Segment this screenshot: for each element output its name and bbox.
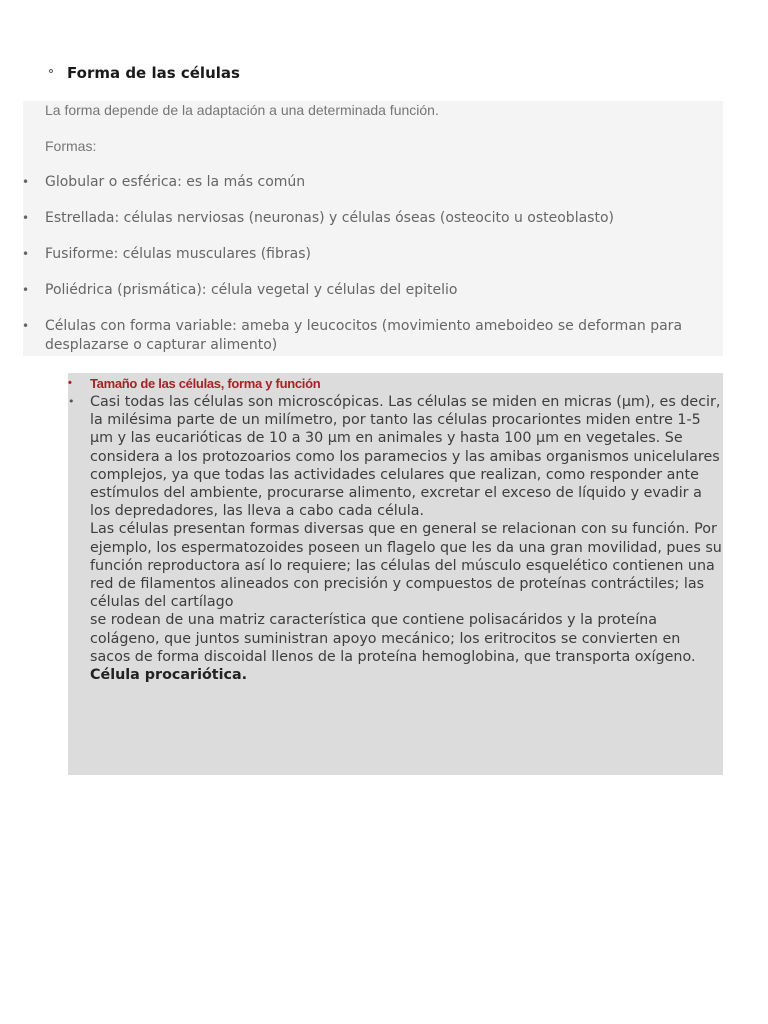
bullet-icon: • [22, 211, 30, 225]
list-item: • Estrellada: células nerviosas (neuronas) y células óseas (osteocito u osteoblasto) [22, 210, 614, 226]
topic-paragraph-1: Casi todas las células son microscópicas. Las células se miden en micras (μm), es decir, la milésima parte de un milímetro, por tanto las células procariontes miden entre 1-5 μm y las eucarióticas de 10 a 30 μm en animales y hasta 100 μm en vegetales. Se considera a los protozoarios como los paramecios y las amibas organismos unicelulares complejos, ya que todas las actividades celulares que realizan, como responder ante estímulos del ambiente, procurarse alimento, excretar el exceso de líquido y evadir a los depredadores, las lleva a cabo cada célula. [90, 394, 721, 520]
section-title: Forma de las células [67, 64, 240, 82]
topic-body-item [68, 393, 725, 684]
topic-list [68, 375, 725, 684]
bullet-icon: • [22, 247, 30, 261]
formas-label: Formas: [45, 138, 97, 154]
section-heading [45, 64, 240, 82]
bullet-icon: • [22, 175, 30, 189]
topic-paragraph-3: se rodean de una matriz característica que contiene polisacáridos y la proteína colágeno, que juntos suministran apoyo mecánico; los eritrocitos se convierten en sacos de forma discoidal llenos de la proteína hemoglobina, que transporta oxígeno. [90, 612, 696, 665]
intro-text: La forma depende de la adaptación a una determinada función. [45, 102, 439, 118]
bullet-icon: • [22, 283, 30, 297]
small-bullet-icon: ⚬ [46, 65, 56, 78]
shapes-list [22, 173, 705, 372]
list-item: • Globular o esférica: es la más común [22, 174, 306, 190]
topic-paragraph-2: Las células presentan formas diversas que en general se relacionan con su función. Por ejemplo, los espermatozoides poseen un flagelo que les da una gran movilidad, pues su función reproductora así lo requiere; las células del músculo esquelético contienen una red de filamentos alineados con precisión y compuestos de proteínas contráctiles; las células del cartílago [90, 521, 722, 611]
list-item: • Poliédrica (prismática): célula vegetal y células del epitelio [22, 282, 458, 298]
topic-title-item [68, 375, 725, 392]
list-item: • Células con forma variable: ameba y leucocitos (movimiento ameboideo se deforman para desplazarse o capturar alimento) [22, 318, 683, 353]
topic-bold-line: Célula procariótica. [90, 667, 248, 684]
list-item: • Fusiforme: células musculares (fibras) [22, 246, 311, 262]
bullet-icon: • [22, 319, 30, 333]
bullet-icon: • [68, 395, 75, 408]
bullet-icon: • [68, 377, 72, 389]
topic-title: Tamaño de las células, forma y función [90, 376, 321, 391]
